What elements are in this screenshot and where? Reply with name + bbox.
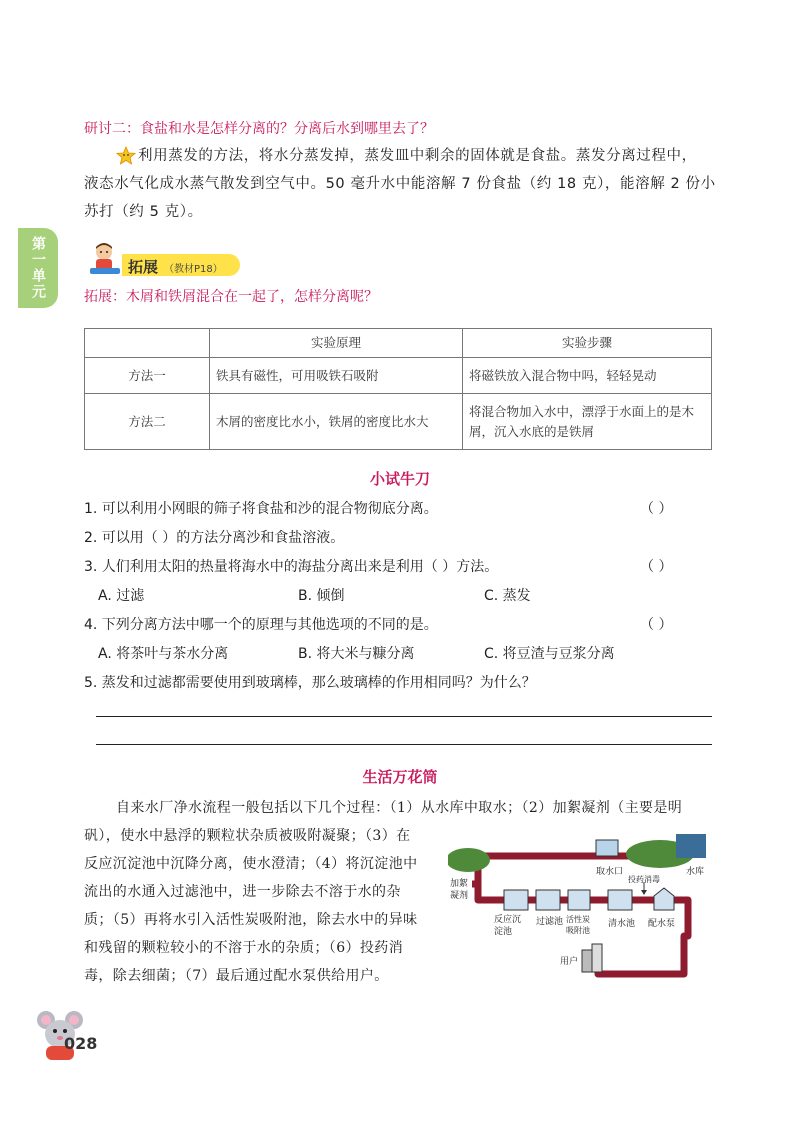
filter-tank xyxy=(536,890,560,910)
table-cell: 方法二 xyxy=(85,394,210,450)
reservoir-building xyxy=(676,834,706,858)
quiz-option[interactable]: C. 蒸发 xyxy=(484,588,531,604)
sediment-tank xyxy=(504,890,528,910)
life-line-2: 反应沉淀池中沉降分离，使水澄清；（4）将沉淀池中 xyxy=(84,856,418,872)
label-reservoir: 水库 xyxy=(686,867,705,877)
extension-source: （教材P18） xyxy=(164,264,223,275)
life-line-1: 矾），使水中悬浮的颗粒状杂质被吸附凝聚；（3）在 xyxy=(84,828,411,844)
reading-kid-icon xyxy=(86,240,126,280)
table-row xyxy=(85,394,712,450)
life-line-0: 自来水厂净水流程一般包括以下几个过程：（1）从水库中取水；（2）加絮凝剂（主要是明 xyxy=(116,800,683,816)
quiz-question-2: 2. 可以用（ ）的方法分离沙和食盐溶液。 xyxy=(84,530,345,546)
table-cell: 木屑的密度比水小，铁屑的密度比水大 xyxy=(210,394,463,450)
label-disinfect: 投药消毒 xyxy=(628,875,660,884)
extension-question: 拓展：木屑和铁屑混合在一起了，怎样分离呢？ xyxy=(84,289,378,305)
label-filter: 过滤池 xyxy=(536,917,564,927)
quiz-option[interactable]: C. 将豆渣与豆浆分离 xyxy=(484,646,615,662)
table-header-cell: 实验步骤 xyxy=(463,329,712,358)
table-cell: 将混合物加入水中，漂浮于水面上的是木屑，沉入水底的是铁屑 xyxy=(463,394,712,450)
star-icon xyxy=(116,146,136,166)
life-line-4: 质；（5）再将水引入活性炭吸附池，除去水中的异味 xyxy=(84,912,418,928)
hill-left xyxy=(448,848,490,872)
quiz-option[interactable]: B. 将大米与糠分离 xyxy=(298,646,415,662)
table-header-cell: 实验原理 xyxy=(210,329,463,358)
diagram-svg xyxy=(448,826,718,986)
unit-side-tab: 第一单元 xyxy=(18,228,58,308)
label-carbon: 活性炭吸附池 xyxy=(566,915,590,935)
disinfect-arrowhead xyxy=(641,890,647,895)
quiz-option[interactable]: B. 倾倒 xyxy=(298,588,345,604)
answer-parentheses[interactable]: （ ） xyxy=(640,617,673,633)
table-header-row xyxy=(85,329,712,358)
clear-tank xyxy=(608,890,632,910)
table-row xyxy=(85,358,712,394)
user-building xyxy=(582,950,592,972)
answer-parentheses[interactable]: （ ） xyxy=(640,559,673,575)
quiz-option[interactable]: A. 将茶叶与茶水分离 xyxy=(98,646,229,662)
label-clear: 清水池 xyxy=(608,919,636,929)
quiz-question-3: 3. 人们利用太阳的热量将海水中的海盐分离出来是利用（ ）方法。 xyxy=(84,559,499,575)
pump-house xyxy=(654,888,674,910)
label-sediment: 反应沉淀池 xyxy=(494,915,522,937)
quiz-question-5: 5. 蒸发和过滤都需要使用到玻璃棒，那么玻璃棒的作用相同吗？为什么？ xyxy=(84,675,536,691)
life-line-3: 流出的水通入过滤池中，进一步除去不溶于水的杂 xyxy=(84,884,401,900)
label-intake: 取水口 xyxy=(596,867,624,877)
answer-line[interactable] xyxy=(96,744,712,745)
extension-title: 拓展 xyxy=(128,258,159,276)
quiz-option[interactable]: A. 过滤 xyxy=(98,588,145,604)
water-treatment-diagram xyxy=(448,826,718,986)
quiz-title: 小试牛刀 xyxy=(369,470,430,488)
quiz-question-1: 1. 可以利用小网眼的筛子将食盐和沙的混合物彻底分离。 xyxy=(84,501,438,517)
table-header-cell xyxy=(85,329,210,358)
intake-box xyxy=(596,840,618,856)
label-pump: 配水泵 xyxy=(648,919,676,929)
label-user: 用户 xyxy=(560,957,579,967)
carbon-tank xyxy=(568,890,590,910)
label-flocculant: 加絮凝剂 xyxy=(450,879,469,901)
answer-line[interactable] xyxy=(96,716,712,717)
answer-parentheses[interactable]: （ ） xyxy=(640,501,673,517)
life-line-5: 和残留的颗粒较小的不溶于水的杂质；（6）投药消 xyxy=(84,940,404,956)
page-number: 028 xyxy=(64,1034,98,1053)
life-title: 生活万花筒 xyxy=(362,768,438,786)
user-building xyxy=(592,944,602,972)
table-cell: 铁具有磁性，可用吸铁石吸附 xyxy=(210,358,463,394)
methods-table xyxy=(84,328,712,450)
life-line-6: 毒，除去细菌；（7）最后通过配水泵供给用户。 xyxy=(84,968,389,984)
discussion-line-3: 苏打（约 5 克）。 xyxy=(84,204,203,220)
discussion-line-2: 液态水气化成水蒸气散发到空气中。50 毫升水中能溶解 7 份食盐（约 18 克），能溶解 2 份小 xyxy=(84,176,716,192)
quiz-question-4: 4. 下列分离方法中哪一个的原理与其他选项的不同的是。 xyxy=(84,617,438,633)
table-cell: 将磁铁放入混合物中吗，轻轻晃动 xyxy=(463,358,712,394)
discussion-line-1: 利用蒸发的方法，将水分蒸发掉，蒸发皿中剩余的固体就是食盐。蒸发分离过程中， xyxy=(138,148,697,164)
table-cell: 方法一 xyxy=(85,358,210,394)
discussion-title: 研讨二：食盐和水是怎样分离的？分离后水到哪里去了？ xyxy=(84,121,434,137)
